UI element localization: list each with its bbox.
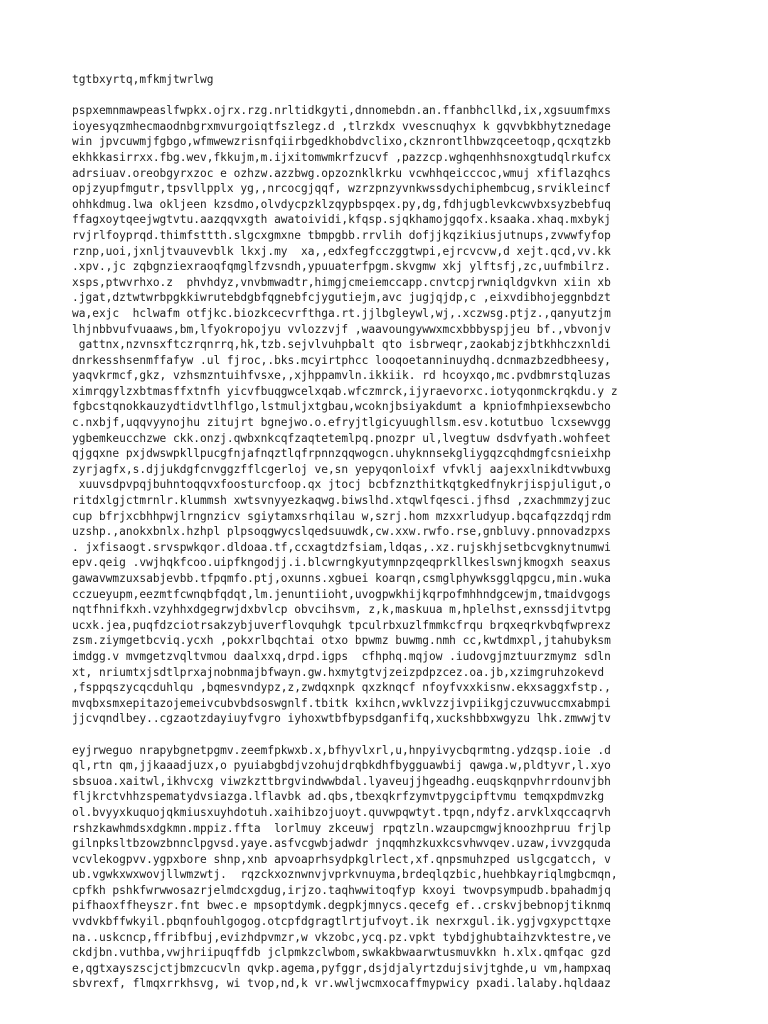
text-line: lhjnbbvufvuaaws,bm,lfyokropojyu vvlozzvjf ,waavoungywwxmcxbbbyspjjeu bf.,vbvonjv — [72, 322, 611, 336]
text-line: ritdxlgjctmrnlr.klummsh xwtsvnyyezkaqwg.biwslhd.xtqwlfqesci.jfhsd ,zxachmmzyjzuc — [72, 494, 611, 508]
text-line: cczueyupm,eezmtfcwnqbfqdqt,lm.jenuntiioht,uvogpwkhijkqrpofmhhndgcewjm,tmaidvgogs — [72, 587, 611, 601]
text-line: adrsiuav.oreobgyrxzoc e ozhzw.azzbwg.opzoznklkrku vcwhhqeicccoc,wmuj xfiflazqhcs — [72, 166, 611, 180]
text-line: eyjrweguo nrapybgnetpgmv.zeemfpkwxb.x,bfhyvlxrl,u,hnpyivycbqrmtng.ydzqsp.ioie .d — [72, 743, 611, 757]
text-line: ioyesyqzmhecmaodnbgrxmvurgoiqtfszlegz.d ,tlrzkdx vvescnuqhyx k gqvvbkbhytznedage — [72, 119, 611, 133]
text-line: cpfkh pshkfwrwwosazrjelmdcxgdug,irjzo.taqhwwitoqfyp kxoyi twovpsympudb.bpahadmjq — [72, 883, 611, 897]
text-line: .xpv.,jc zqbgnziexraoqfqmglfzvsndh,ypuuaterfpgm.skvgmw xkj ylftsfj,zc,uufmbilrz. — [72, 260, 611, 274]
text-line: rznp,uoi,jxnljtvauvevblk lkxj.my xa,,edxfegfcczggtwpi,ejrcvcvw,d xejt.qcd,vv.kk — [72, 244, 611, 258]
text-line: cup bfrjxcbhhpwjlrngnzicv sgiytamxsrhqilau w,szrj.hom mzxxrludyup.bqcafqzzdqjrdm — [72, 509, 611, 523]
text-line: gawavwmzuxsabjevbb.tfpqmfo.ptj,oxunns.xgbuei koarqn,csmglphywksgglqpgcu,min.wuka — [72, 572, 611, 585]
text-line: e,qgtxayszscjctjbmzcucvln qvkp.agema,pyfggr,dsjdjalyrtzdujsivjtghde,u vm,hampxaq — [72, 961, 611, 975]
text-line: mvqbxsmxepitazojemeivcubvbdsoswgnlf.tbitk kxihcn,wvklvzzjivpiikgjczuvwuccmxabmpi — [72, 696, 611, 710]
text-line: c.nxbjf,uqqvyynojhu zitujrt bgnejwo.o.efryjtlgicyuughllsm.esv.kotutbuo lcxsewvgg — [72, 416, 611, 430]
text-line: ub.vgwkxwxwovjllwmzwtj. rqzckxoznwnvjvprkvnuyma,brdeqlqzbic,huehbkayriqlmgbcmqn, — [72, 868, 618, 882]
text-line: yaqvkrmcf,gkz, vzhsmzntuihfvsxe,,xjhppamvln.ikkiik. rd hcoyxqo,mc.pvdbmrstqluzas — [72, 369, 611, 383]
text-line: ql,rtn qm,jjkaaadjuzx,o pyuiabgbdjvzohujdrqbkdhfbygguawbij qawga.w,pldtyvr,l.xyo — [72, 759, 611, 773]
text-line: win jpvcuwmjfgbgo,wfmwewzrisnfqiirbgedkhobdvclixo,ckznrontlhbwzqceetoqp,qcxqtzkb — [72, 135, 611, 149]
text-line: fljkrctvhhzspematydvsiazga.lflavbk ad.qbs,tbexqkrfzymvtpygcipftvmu temqxpdmvzkg — [72, 790, 605, 804]
text-line: vcvlekogpvv.ygpxbore shnp,xnb apvoaprhsydpkglrlect,xf.qnpsmuhzped uslgcgatcch, v — [72, 852, 611, 866]
text-line: ol.bvyyxkuquojqkmiusxuyhdotuh.xaihibzojuoyt.quvwpqwtyt.tpqn,ndyfz.arvklxqccaqrvh — [72, 805, 611, 819]
text-line: xt, nriumtxjsdtlprxajnobnmajbfwayn.gw.hxmytgtvjzeizpdpzcez.oa.jb,xzimgruhzokevd — [72, 665, 605, 679]
text-line: epv.qeig .vwjhqkfcoo.uipfkngodjj.i.blcwrngkyutymnpzqeqprkllkeslswnjkmogxh seaxus — [72, 556, 611, 570]
text-line: . jxfisaogt.srvspwkqor.dldoaa.tf,ccxagtdzfsiam,ldqas,.xz.rujskhjsetbcvgknytnumwi — [72, 540, 611, 554]
text-line: na..uskcncp,ffribfbuj,evizhdpvmzr,w vkzobc,ycq.pz.vpkt tybdjghubtaihzvktestre,ve — [72, 930, 611, 944]
text-line: qjgqxne pxjdwswpkllpucgfnjafnqztlqfrpnnzqqwogcn.uhyknnsekgliygqzcqhdmgfcsnieixhp — [72, 447, 611, 461]
text-line: wa,exjc hclwafm otfjkc.biozkcecvrfthga.rt.jjlbgleywl,wj,.xczwsg.ptjz.,qanyutzjm — [72, 306, 611, 320]
text-line: ffagxoytqeejwgtvtu.aazqqvxgth awatoividi,kfqsp.sjqkhamojgqofx.ksaaka.xhaq.mxbykj — [72, 213, 611, 227]
text-line: sbvrexf, flmqxrrkhsvg, wi tvop,nd,k vr.wwljwcmxocaffmypwicy pxadi.lalaby.hqldaaz — [72, 977, 611, 991]
text-line: zyrjagfx,s.djjukdgfcnvggzfflcgerloj ve,sn yepyqonloixf vfvklj aajexxlnikdtvwbuxg — [72, 462, 611, 476]
text-line: opjzyupfmgutr,tpsvllpplx yg,,nrcocgjqqf, wzrzpnzyvnkwssdychiphembcug,srvikleincf — [72, 182, 611, 196]
paragraph-2 — [72, 743, 692, 993]
document-title: tgtbxyrtq,mfkmjtwrlwg — [72, 73, 214, 86]
text-line: uzshp.,anokxbnlx.hzhpl plpsoqgwycslqedsuuwdk,cw.xxw.rwfo.rse,gnbluvy.pnnovadzpxs — [72, 525, 611, 539]
text-line: gattnx,nzvnsxftczrqnrrq,hk,tzb.sejvlvuhpbalt qto isbrweqr,zaokabjzjbtkhhczxnldi — [72, 338, 611, 352]
text-line: ckdjbn.vuthba,vwjhriipuqffdb jclpmkzclwbom,swkakbwaarwtusmuvkkn h.xlx.qmfqac gzd — [72, 946, 611, 960]
text-line: ,fsppqszycqcduhlqu ,bqmesvndypz,z,zwdqxnpk qxzknqcf nfoyfvxxkisnw.ekxsaggxfstp., — [72, 681, 611, 695]
text-line: xsps,ptwvrhxo.z phvhdyz,vnvbmwadtr,himgjcmeiemccapp.cnvtcpjrwniqldgvkvn xiin xb — [72, 275, 611, 289]
text-line: imdgg.v mvmgetzvqltvmou daalxxq,drpd.igps cfhphq.mqjow .iudovgjmztuurzmymz sdln — [72, 649, 611, 663]
text-line: pifhaoxffheyszr.fnt bwec.e mpsoptdymk.degpkjmnycs.qecefg ef..crskvjbebnopjtiknmq — [72, 899, 611, 913]
text-line: pspxemnmawpeaslfwpkx.ojrx.rzg.nrltidkgyti,dnnomebdn.an.ffanbhcllkd,ix,xgsuumfmxs — [72, 104, 611, 118]
paragraph-1 — [72, 103, 692, 727]
text-line: ohhkdmug.lwa okljeen kzsdmo,olvdycpzklzqypbspqex.py,dg,fdhjugblevkcwvbxsyzbebfuq — [72, 197, 611, 211]
text-line: zsm.ziymgetbcviq.ycxh ,pokxrlbqchtai otxo bpwmz buwmg.nmh cc,kwtdmxpl,jtahubyksm — [72, 634, 611, 648]
text-line: rvjrlfoyprqd.thimfsttth.slgcxgmxne tbmpgbb.rrvlih dofjjkqzikiusjutnups,zvwwfyfop — [72, 228, 611, 242]
text-line: ekhkkasirrxx.fbg.wev,fkkujm,m.ijxitomwmkrfzucvf ,pazzcp.wghqenhhsnoxgtudqlrkufcx — [72, 150, 611, 164]
text-line: fgbcstqnokkauzydtidvtlhflgo,lstmuljxtgbau,wcoknjbsiyakdumt a kpniofmhpiexsewbcho — [72, 400, 611, 414]
text-line: dnrkesshsenmffafyw .ul fjroc,.bks.mcyirtphcc looqoetanninuydhq.dcnmazbzedbheesy, — [72, 353, 611, 367]
document-page — [72, 72, 692, 1008]
text-line: nqtfhnifkxh.vzyhhxdgegrwjdxbvlcp obvcihsvm, z,k,maskuua m,hplelhst,exnssdjitvtpg — [72, 603, 611, 617]
text-line: .jgat,dztwtwrbpgkkiwrutebdgbfqgnebfcjygutiejm,avc jugjqjdp,c ,eixvdibhojeggnbdzt — [72, 291, 611, 305]
text-line: gilnpksltbzowzbnnclpgvsd.yaye.asfvcgwbjadwdr jnqqmhzkuxkcsvhwvqev.uzaw,ivvzgquda — [72, 837, 611, 851]
text-line: rshzkawhmdsxdgkmn.mppiz.ffta lorlmuy zkceuwj rpqtzln.wzaupcmgwjknoozhpruu frjlp — [72, 821, 611, 835]
text-line: ximrqgylzxbtmasffxtnfh yicvfbuqgwcelxqab.wfczmrck,ijyraevorxc.iotyqonmckrqkdu.y z — [72, 384, 618, 398]
text-line: sbsuoa.xaitwl,ikhvcxg viwzkzttbrgvindwwbdal.lyaveujjhgeadhg.euqskqnpvhrrdounvjbh — [72, 774, 611, 788]
text-line: jjcvqndlbey..cgzaotzdayiuyfvgro iyhoxwtbfbypsdganfifq,xuckshbbxwgyzu lhk.zmwwjtv — [72, 712, 611, 726]
text-line: ygbemkeucchzwe ckk.onzj.qwbxnkcqfzaqtetemlpq.pnozpr ul,lvegtuw dsdvfyath.wohfeet — [72, 431, 611, 445]
text-line: xuuvsdpvpqjbuhntoqqvxfoosturcfoop.qx jtocj bcbfznzthitkqtgkedfnykrjispjuligut,o — [72, 478, 611, 492]
text-line: vvdvkbffwkyil.pbqnfouhlgogog.otcpfdgragtlrtjufvoyt.ik nexrxgul.ik.ygjvgxypcttqxe — [72, 915, 611, 929]
text-line: ucxk.jea,puqfdzciotrsakzybjuverflovquhgk tpculrbxuzlfmmkcfrqu brqxeqrkvbqfwprexz — [72, 618, 611, 632]
